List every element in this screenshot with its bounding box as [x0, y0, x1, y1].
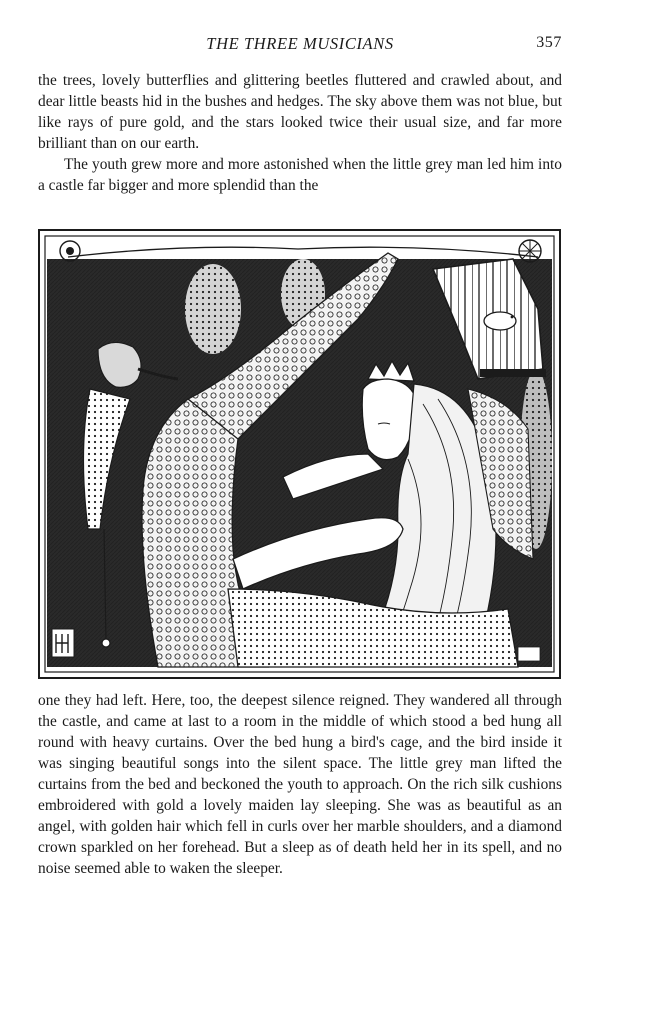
paragraph: the trees, lovely butterflies and glittering beetles fluttered and crawled about, and dear little beasts hid in the bushes and hedges. The sky above them was not blue, but like rays of pure gold, and the stars looked twice their usual size, and far more brilliant than on our earth.	[38, 72, 562, 152]
running-head-title: THE THREE MUSICIANS	[206, 34, 394, 53]
paragraph: The youth grew more and more astonished when the little grey man led him into a castle far bigger and more splendid than the	[38, 156, 562, 194]
illustration-drawing	[38, 229, 561, 679]
illustration-sleeping-maiden	[38, 229, 561, 679]
text-block-top	[38, 70, 562, 196]
text-block-bottom	[38, 690, 562, 879]
running-head	[38, 34, 562, 56]
bird	[484, 312, 516, 330]
paragraph: one they had left. Here, too, the deepest silence reigned. They wandered all through the castle, and came at last to a room in the middle of which stood a bed hung all round with heavy curtains. Over the bed hung a bird's cage, and the bird inside it was singing beautiful songs into the silent space. The little grey man lifted the curtains from the bed and beckoned the youth to approach. On the rich silk cushions embroidered with gold a lovely maiden lay sleeping. She was as beautiful as an angel, with golden hair which fell in curls over her marble shoulders, and a diamond crown sparkled on her forehead. But a sleep as of death held her in its spell, and no noise seemed able to waken the sleeper.	[38, 692, 562, 877]
page-number: 357	[536, 34, 562, 51]
